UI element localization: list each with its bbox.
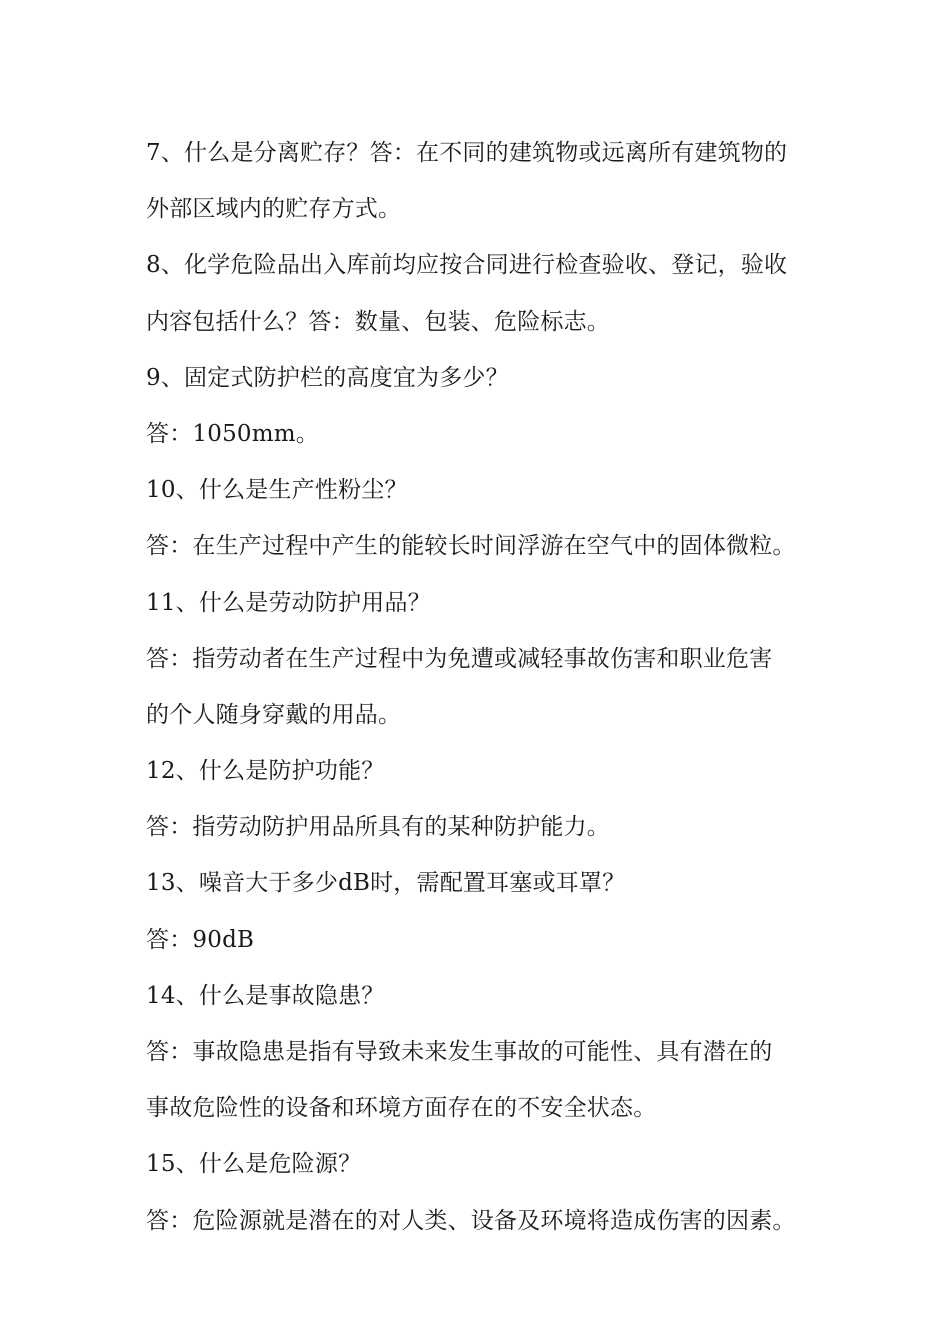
text-line: 7、什么是分离贮存？答：在不同的建筑物或远离所有建筑物的	[146, 140, 788, 166]
text-line: 13、噪音大于多少dB时，需配置耳塞或耳罩？	[146, 870, 626, 897]
text-line: 事故危险性的设备和环境方面存在的不安全状态。	[146, 1095, 657, 1122]
text-line: 15、什么是危险源？	[146, 1151, 362, 1178]
document-body	[146, 128, 810, 1252]
text-line: 内容包括什么？答：数量、包装、危险标志。	[146, 308, 610, 335]
text-line: 12、什么是防护功能？	[146, 758, 385, 785]
text-line: 14、什么是事故隐患？	[146, 982, 385, 1009]
text-line: 10、什么是生产性粉尘？	[146, 477, 408, 504]
text-line: 答：事故隐患是指有导致未来发生事故的可能性、具有潜在的	[146, 1039, 773, 1065]
text-line: 的个人随身穿戴的用品。	[146, 701, 402, 728]
text-line: 答：在生产过程中产生的能较长时间浮游在空气中的固体微粒。	[146, 533, 796, 560]
text-line: 答：90dB	[146, 926, 255, 953]
text-line: 答：指劳动者在生产过程中为免遭或减轻事故伤害和职业危害	[146, 645, 773, 672]
text-line: 11、什么是劳动防护用品？	[146, 589, 431, 616]
text-line: 9、固定式防护栏的高度宜为多少？	[146, 364, 509, 391]
text-line: 答：危险源就是潜在的对人类、设备及环境将造成伤害的因素。	[146, 1207, 796, 1234]
text-line: 外部区域内的贮存方式。	[146, 196, 402, 223]
text-line: 答：1050mm。	[146, 420, 319, 447]
text-line: 答：指劳动防护用品所具有的某种防护能力。	[146, 814, 610, 841]
text-line: 8、化学危险品出入库前均应按合同进行检查验收、登记，验收	[146, 252, 788, 279]
